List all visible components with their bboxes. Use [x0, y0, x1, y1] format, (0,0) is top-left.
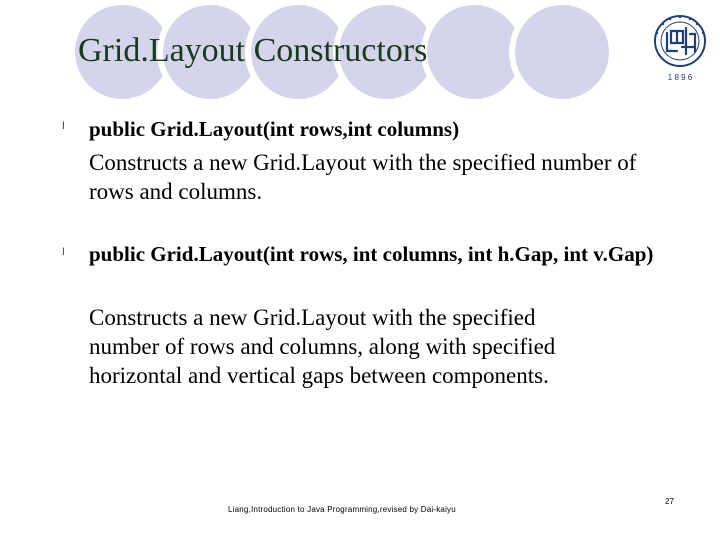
bullet-icon: l: [62, 121, 65, 132]
slide-title: Grid.Layout Constructors: [78, 32, 428, 69]
constructor-2-description: Constructs a new Grid.Layout with the specified number of rows and columns, along with specified horizontal and vertical gaps between components.: [89, 305, 556, 388]
constructor-2-signature: public Grid.Layout(int rows, int columns, int h.Gap, int v.Gap): [89, 242, 654, 266]
deco-circle-6: [512, 2, 612, 102]
bullet-icon: l: [62, 247, 65, 258]
seal-icon: [652, 14, 708, 72]
seal-year: 1 8 9 6: [667, 73, 693, 82]
slide-footer: Liang,Introduction to Java Programming,revised by Dai-kaiyu: [228, 505, 456, 514]
constructor-1-signature: public Grid.Layout(int rows,int columns): [89, 117, 460, 141]
university-seal-logo: [652, 14, 708, 82]
page-number: 27: [665, 497, 674, 506]
constructor-1-description: Constructs a new Grid.Layout with the specified number of rows and columns.: [89, 150, 637, 204]
